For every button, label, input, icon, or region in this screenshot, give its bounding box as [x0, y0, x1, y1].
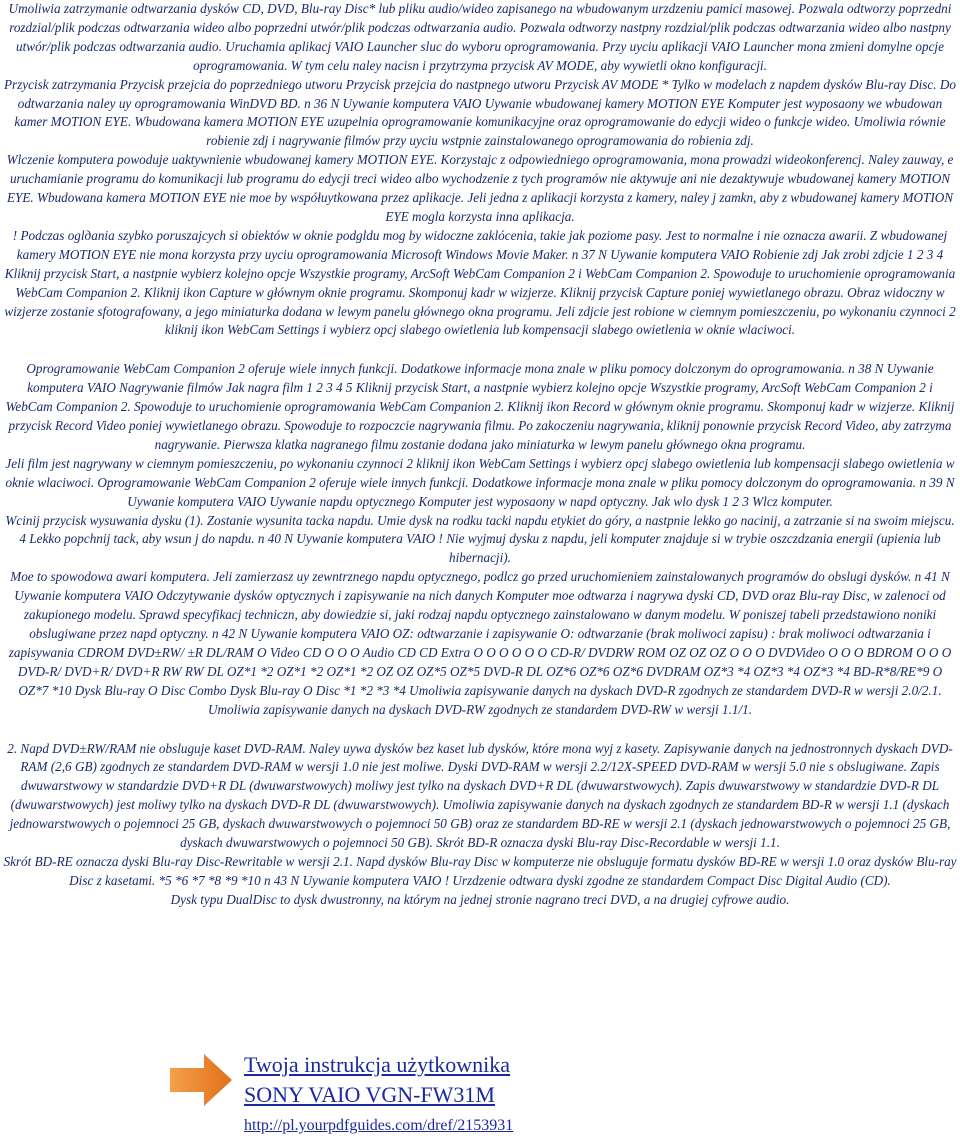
paragraph-8: Moe to spowodowa awari komputera. Jeli zamierzasz uy zewntrznego napdu optycznego, podlcz go przed uruchomieniem zainstalowanych programów do obslugi dysków. n 41 N Uywanie komputera VAIO Odczytywanie dysków optycznych i zapisywanie na nich danych Komputer moe odtwarza i nagrywa dyski CD, DVD oraz Blu-ray Disc, w zalenoci od zakupionego modelu. Sprawd specyfikacj techniczn, aby dowiedzie si, jaki rodzaj napdu optycznego zainstalowano w danym modelu. W poniszej tabeli przedstawiono noniki obslugiwane przez napd optyczny. n 42 N Uywanie komputera VAIO OZ: odtwarzanie i zapisywanie O: odtwarzanie (brak moliwoci zapisu) : brak moliwoci odtwarzania i zapisywania CDROM DVD±RW/ ±R DL/RAM O Video CD O O O Audio CD CD Extra O O O O O O CD-R/ DVDRW ROM OZ OZ OZ O O O DVDVideo O O O BDROM O O O DVD-R/ DVD+R/ DVD+R RW RW DL OZ*1 *2 OZ*1 *2 OZ*1 *2 OZ OZ OZ*5 OZ*5 DVD-R DL OZ*6 OZ*6 OZ*6 DVDRAM OZ*3 *4 OZ*3 *4 OZ*3 *4 BD-R*8/RE*9 O OZ*7 *10 Dysk Blu-ray O Disc Combo Dysk Blu-ray O Disc *1 *2 *3 *4 Umoliwia zapisywanie danych na dyskach DVD-R zgodnych ze standardem DVD-R w wersji 2.0/2.1. Umoliwia zapisywanie danych na dyskach DVD-RW zgodnych ze standardem DVD-RW w wersji 1.1/1.: [8, 569, 952, 717]
paragraph-5: Oprogramowanie WebCam Companion 2 oferuje wiele innych funkcji. Dodatkowe informacje mona znale w pliku pomocy dolczonym do oprogramowania. n 38 N Uywanie komputera VAIO Nagrywanie filmów Jak nagra film 1 2 3 4 5 Kliknij przycisk Start, a nastpnie wybierz kolejno opcje Wszystkie programy, ArcSoft WebCam Companion 2 i WebCam Companion 2. Spowoduje to uruchomienie oprogramowania WebCam Companion 2. Kliknij ikon Record w głównym oknie programu. Skomponuj kadr w wizjerze. Kliknij przycisk Record Video poniej wywietlanego obrazu. Spowoduje to rozpoczcie nagrywania filmu. Po zakoczeniu nagrywania, kliknij ponownie przycisk Record Video, aby zatrzyma nagrywanie. Pierwsza klatka nagranego filmu zostanie dodana jako miniaturka w lewym panelu głównego okna programu.: [5, 361, 955, 452]
footer: [0, 1050, 960, 1147]
paragraph-10: Skrót BD-RE oznacza dyski Blu-ray Disc-Rewritable w wersji 2.1. Napd dysków Blu-ray Disc w komputerze nie obsluguje formatu dysków BD-RE w wersji 1.0 oraz dysków Blu-ray Disc z kasetami. *5 *6 *7 *8 *9 *10 n 43 N Uywanie komputera VAIO ! Urzdzenie odtwara dyski zgodne ze standardem Compact Disc Digital Audio (CD).: [3, 853, 957, 888]
paragraph-1: Umoliwia zatrzymanie odtwarzania dysków CD, DVD, Blu-ray Disc* lub pliku audio/wideo zapisanego na wbudowanym urzdzeniu pamici masowej. Pozwala odtworzy poprzedni rozdzial/plik podczas odtwarzania wideo albo poprzedni utwór/plik podczas odtwarzania audio. Pozwala odtworzy nastpny rozdzial/plik podczas odtwarzania wideo albo nastpny utwór/plik podczas odtwarzania audio. Uruchamia aplikacj VAIO Launcher sluc do wyboru oprogramowania. Przy uyciu aplikacji VAIO Launcher mona zmieni domylne opcje oprogramowania. W tym celu naley nacisn i przytrzyma przycisk AV MODE, aby wywietli okno konfiguracji.: [8, 1, 952, 73]
url-link[interactable]: http://pl.yourpdfguides.com/dref/2153931: [244, 1117, 514, 1134]
model-link[interactable]: SONY VAIO VGN-FW31M: [244, 1082, 495, 1107]
paragraph-4: ! Podczas oglдania szybko poruszajcych si obiektów w oknie podgldu mog by widoczne zaklócenia, takie jak poziome pasy. Jest to normalne i nie oznacza awarii. Z wbudowanej kamery MOTION EYE nie mona korzysta przy uyciu oprogramowania Microsoft Windows Movie Maker. n 37 N Uywanie komputera VAIO Robienie zdj Jak zrobi zdjcie 1 2 3 4 Kliknij przycisk Start, a nastpnie wybierz kolejno opcje Wszystkie programy, ArcSoft WebCam Companion 2 i WebCam Companion 2. Spowoduje to uruchomienie oprogramowania WebCam Companion 2. Kliknij ikon Capture w głównym oknie programu. Skomponuj kadr w wizjerze. Kliknij przycisk Capture poniej wywietlanego obrazu. Obraz widoczny w wizjerze zostanie sfotografowany, a jego miniaturka dodana w lewym panelu głównego okna programu. Jeli zdjcie jest robione w ciemnym pomieszczeniu, po wykonaniu czynnoci 2 kliknij ikon WebCam Settings i wybierz opcj slabego owietlenia lub kompensacji slabego owietlenia w oknie wlaciwoci.: [4, 227, 956, 338]
paragraph-11: Dysk typu DualDisc to dysk dwustronny, na którym na jednej stronie nagrano treci DVD, a na drugiej cyfrowe audio.: [170, 891, 790, 907]
paragraph-2: Przycisk zatrzymania Przycisk przejcia do poprzedniego utworu Przycisk przejcia do nastpnego utworu Przycisk AV MODE * Tylko w modelach z napdem dysków Blu-ray Disc. Do odtwarzania naley uy oprogramowania WinDVD BD. n 36 N Uywanie komputera VAIO Uywanie wbudowanej kamery MOTION EYE Komputer jest wyposaony we wbudowan kamer MOTION EYE. Wbudowana kamera MOTION EYE uzupelnia oprogramowanie komunikacyjne oraz oprogramowanie do edycji wideo o funkcje wideo. Umoliwia równie robienie zdj i nagrywanie filmów przy uyciu wstpnie zainstalowanego oprogramowania do robienia zdj.: [3, 76, 957, 149]
orange-arrow-icon: [168, 1050, 236, 1110]
arrow-shape: [170, 1054, 232, 1106]
paragraph-3: Wlczenie komputera powoduje uaktywnienie wbudowanej kamery MOTION EYE. Korzystajc z odpowiedniego oprogramowania, mona prowadzi wideokonferencj. Naley zauway, e uruchamianie programu do komunikacji lub programu do edycji treci wideo albo wychodzenie z tych programów nie aktywuje ani nie dezaktywuje wbudowanej kamery MOTION EYE. Wbudowana kamera MOTION EYE nie moe by współuytkowana przez aplikacje. Jeli jedna z aplikacji korzysta z kamery, naley j zamkn, aby z wbudowanej kamery MOTION EYE mogla korzysta inna aplikacja.: [6, 152, 954, 224]
manual-title-link[interactable]: Twoja instrukcja użytkownika: [244, 1052, 511, 1077]
paragraph-7: Wcinij przycisk wysuwania dysku (1). Zostanie wysunita tacka napdu. Umie dysk na rodku tacki napdu etykiet do góry, a nastpnie lekko go nacinij, a zatrzanie si na swoim miejscu. 4 Lekko popchnij tack, aby wsun j do napdu. n 40 N Uywanie komputera VAIO ! Nie wyjmuj dysku z napdu, jeli komputer znajduje si w trybie oszczdzania energii (upienia lub hibernacji).: [5, 512, 955, 566]
paragraph-9: 2. Napd DVD±RW/RAM nie obsluguje kaset DVD-RAM. Naley uywa dysków bez kaset lub dysków, które mona wyj z kasety. Zapisywanie danych na jednostronnych dyskach DVD-RAM (2,6 GB) zgodnych ze standardem DVD-RAM w wersji 1.0 nie jest moliwe. Dyski DVD-RAM w wersji 2.2/12X-SPEED DVD-RAM w wersji 5.0 nie s obslugiwane. Zapis dwuwarstwowy w standardzie DVD+R DL (dwuwarstwowych) moliwy jest tylko na dyskach DVD+R DL (dwuwarstwowych). Zapis dwuwarstwowy w standardzie DVD-R DL (dwuwarstwowych) jest moliwy tylko na dyskach DVD-R DL (dwuwarstwowych). Umoliwia zapisywanie danych na dyskach zgodnych ze standardem BD-R w wersji 1.1 (dyskach jednowarstwowych o pojemnoci 25 GB, dyskach dwuwarstwowych o pojemnoci 50 GB) oraz ze standardem BD-RE w wersji 2.1 (dyskach jednowarstwowych o pojemnoci 25 GB, dyskach dwuwarstwowych o pojemnoci 50 GB). Skrót BD-R oznacza dyski Blu-ray Disc-Recordable w wersji 1.1.: [7, 740, 953, 851]
paragraph-6: Jeli film jest nagrywany w ciemnym pomieszczeniu, po wykonaniu czynnoci 2 kliknij ikon WebCam Settings i wybierz opcj slabego owietlenia lub kompensacji slabego owietlenia w oknie wlaciwoci. Oprogramowanie WebCam Companion 2 oferuje wiele innych funkcji. Dodatkowe informacje mona znale w pliku pomocy dolczonym do oprogramowania. n 39 N Uywanie komputera VAIO Uywanie napdu optycznego Komputer jest wyposaony w napd optyczny. Jak wlo dysk 1 2 3 Wlcz komputer.: [5, 455, 955, 509]
